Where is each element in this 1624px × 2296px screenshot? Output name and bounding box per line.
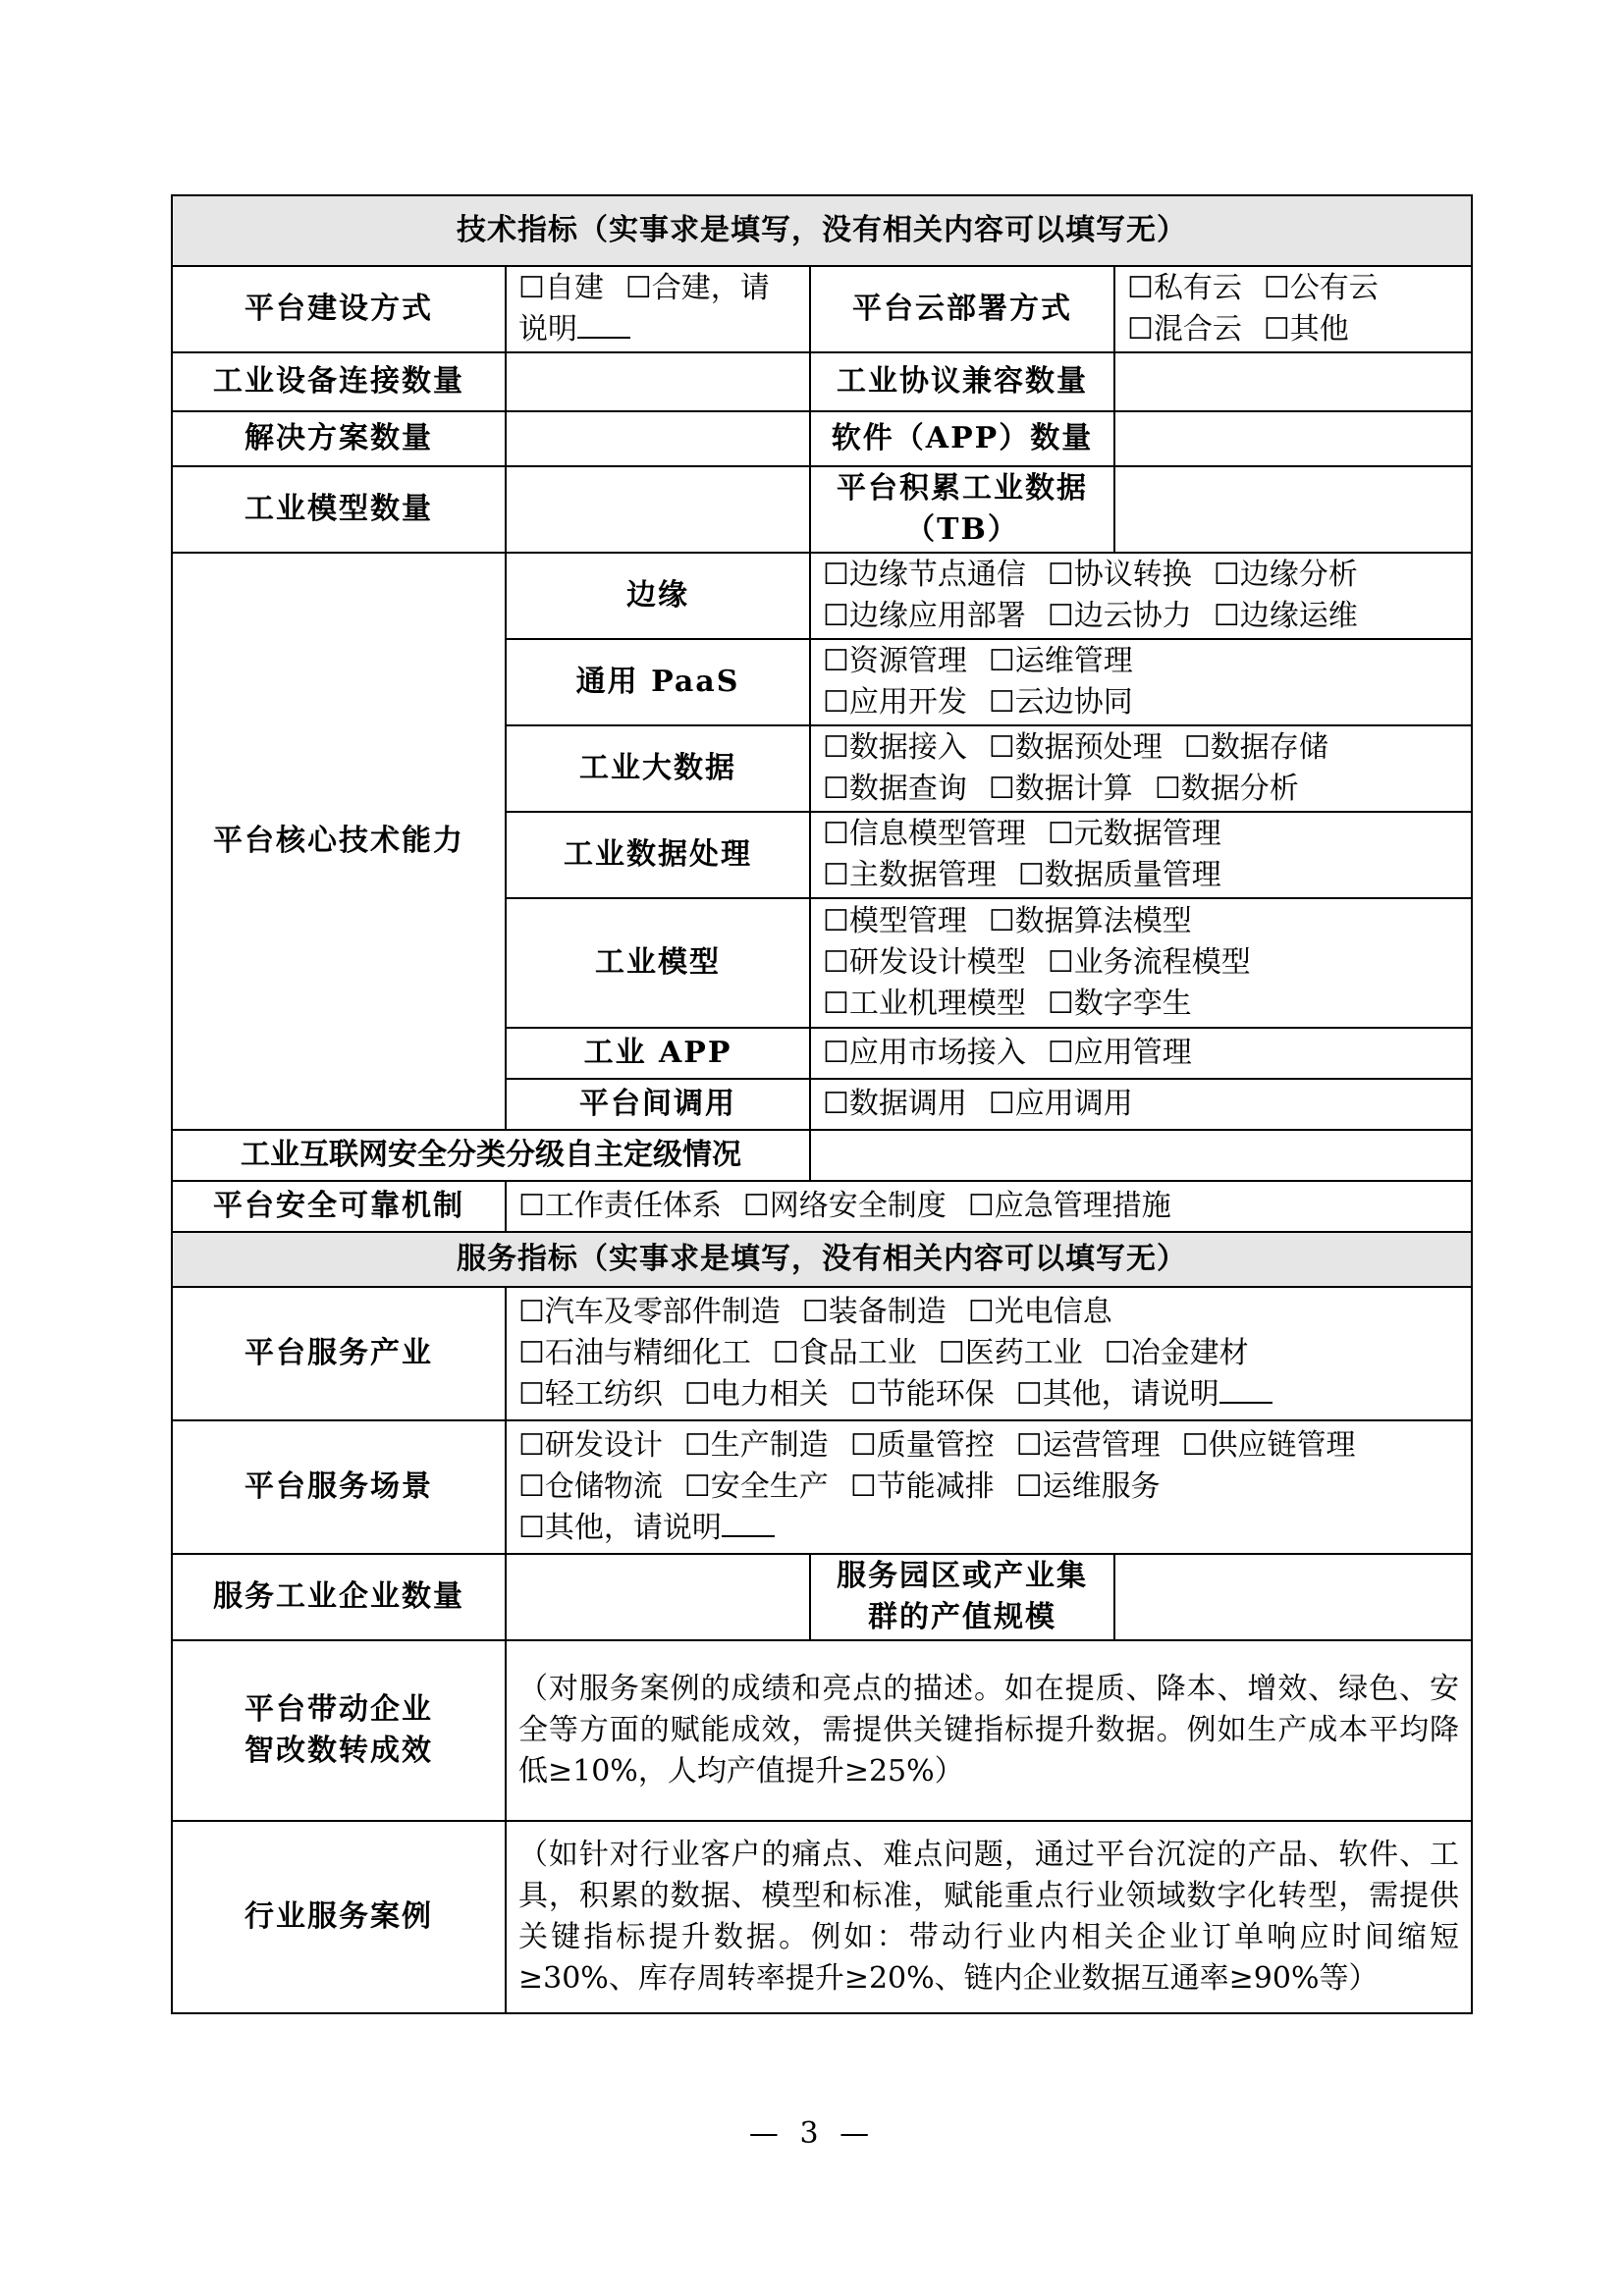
edge-ops-checkbox[interactable]: ☐边缘运维 (1213, 599, 1358, 633)
industry-auto-checkbox[interactable]: ☐汽车及零部件制造 (518, 1295, 781, 1329)
park-output-label: 服务园区或产业集群的产值规模 (810, 1554, 1114, 1640)
solutions-row (172, 411, 1472, 466)
model-label: 工业模型 (506, 898, 810, 1028)
bigdata-compute-checkbox[interactable]: ☐数据计算 (988, 772, 1133, 806)
paas-resource-checkbox[interactable]: ☐资源管理 (823, 644, 967, 678)
edge-deploy-checkbox[interactable]: ☐边缘应用部署 (823, 599, 1026, 633)
build-mode-row (172, 266, 1472, 352)
scene-other-blank[interactable] (722, 1510, 775, 1537)
build-joint-checkbox[interactable]: ☐合建，请说明 (518, 271, 770, 347)
model-process-checkbox[interactable]: ☐业务流程模型 (1047, 945, 1251, 980)
core-capability-label: 平台核心技术能力 (172, 553, 506, 1130)
paas-options (810, 639, 1472, 725)
industry-metallurgy-checkbox[interactable]: ☐冶金建材 (1104, 1336, 1249, 1370)
processing-label: 工业数据处理 (506, 812, 810, 898)
edge-node-checkbox[interactable]: ☐边缘节点通信 (823, 558, 1026, 592)
scene-energy-checkbox[interactable]: ☐节能减排 (849, 1469, 995, 1504)
industry-other-blank[interactable] (1219, 1376, 1272, 1404)
bigdata-options (810, 725, 1472, 812)
model-algorithm-checkbox[interactable]: ☐数据算法模型 (988, 904, 1192, 938)
core-edge-row (172, 553, 1472, 639)
app-label: 工业 APP (506, 1028, 810, 1079)
paas-label: 通用 PaaS (506, 639, 810, 725)
scene-operation-checkbox[interactable]: ☐运营管理 (1015, 1428, 1161, 1463)
industry-power-checkbox[interactable]: ☐电力相关 (683, 1377, 829, 1412)
effect-label: 平台带动企业 智改数转成效 (172, 1640, 506, 1821)
security-level-row (172, 1130, 1472, 1181)
solutions-label: 解决方案数量 (172, 411, 506, 466)
processing-info-model-checkbox[interactable]: ☐信息模型管理 (823, 817, 1026, 851)
industries-options (506, 1287, 1472, 1420)
paas-dev-checkbox[interactable]: ☐应用开发 (823, 685, 967, 720)
model-digital-twin-checkbox[interactable]: ☐数字孪生 (1047, 987, 1192, 1021)
accumulated-data-field[interactable] (1114, 466, 1472, 553)
edge-protocol-checkbox[interactable]: ☐协议转换 (1047, 558, 1192, 592)
software-count-label: 软件（APP）数量 (810, 411, 1114, 466)
industry-other-checkbox[interactable]: ☐其他，请说明 (1015, 1377, 1219, 1412)
scene-maintenance-checkbox[interactable]: ☐运维服务 (1015, 1469, 1161, 1504)
software-count-field[interactable] (1114, 411, 1472, 466)
edge-label: 边缘 (506, 553, 810, 639)
page-number: — 3 — (748, 2116, 876, 2151)
app-mgmt-checkbox[interactable]: ☐应用管理 (1047, 1036, 1192, 1070)
scene-other-checkbox[interactable]: ☐其他，请说明 (518, 1511, 722, 1545)
bigdata-ingest-checkbox[interactable]: ☐数据接入 (823, 730, 967, 765)
security-mech-row (172, 1181, 1472, 1232)
edge-options (810, 553, 1472, 639)
service-section-title: 服务指标（实事求是填写，没有相关内容可以填写无） (172, 1232, 1472, 1287)
invoke-label: 平台间调用 (506, 1079, 810, 1130)
industry-food-checkbox[interactable]: ☐食品工业 (772, 1336, 917, 1370)
invoke-data-checkbox[interactable]: ☐数据调用 (823, 1087, 967, 1121)
model-mgmt-checkbox[interactable]: ☐模型管理 (823, 904, 967, 938)
cloud-deploy-options (1114, 266, 1472, 352)
industries-label: 平台服务产业 (172, 1287, 506, 1420)
scene-warehouse-checkbox[interactable]: ☐仓储物流 (518, 1469, 663, 1504)
build-self-checkbox[interactable]: ☐自建 (518, 271, 604, 305)
processing-metadata-checkbox[interactable]: ☐元数据管理 (1047, 817, 1221, 851)
scenes-label: 平台服务场景 (172, 1420, 506, 1554)
cases-label: 行业服务案例 (172, 1821, 506, 2013)
bigdata-label: 工业大数据 (506, 725, 810, 812)
security-level-label: 工业互联网安全分类分级自主定级情况 (172, 1130, 810, 1181)
scene-quality-checkbox[interactable]: ☐质量管控 (849, 1428, 995, 1463)
cloud-deploy-label: 平台云部署方式 (810, 266, 1114, 352)
model-mechanism-checkbox[interactable]: ☐工业机理模型 (823, 987, 1026, 1021)
industry-petrochem-checkbox[interactable]: ☐石油与精细化工 (518, 1336, 751, 1370)
invoke-app-checkbox[interactable]: ☐应用调用 (988, 1087, 1133, 1121)
enterprises-row (172, 1554, 1472, 1640)
security-responsibility-checkbox[interactable]: ☐工作责任体系 (518, 1189, 722, 1223)
model-rd-checkbox[interactable]: ☐研发设计模型 (823, 945, 1026, 980)
industry-textile-checkbox[interactable]: ☐轻工纺织 (518, 1377, 663, 1412)
app-options (810, 1028, 1472, 1079)
app-market-checkbox[interactable]: ☐应用市场接入 (823, 1036, 1026, 1070)
paas-cloud-edge-checkbox[interactable]: ☐云边协同 (988, 685, 1133, 720)
bigdata-storage-checkbox[interactable]: ☐数据存储 (1183, 730, 1328, 765)
industries-row (172, 1287, 1472, 1420)
scene-supply-chain-checkbox[interactable]: ☐供应链管理 (1181, 1428, 1356, 1463)
scene-production-checkbox[interactable]: ☐生产制造 (683, 1428, 829, 1463)
processing-master-data-checkbox[interactable]: ☐主数据管理 (823, 858, 997, 892)
scenes-row (172, 1420, 1472, 1554)
enterprises-field[interactable] (506, 1554, 810, 1640)
security-mech-label: 平台安全可靠机制 (172, 1181, 506, 1232)
industry-energy-checkbox[interactable]: ☐节能环保 (849, 1377, 995, 1412)
edge-cloud-checkbox[interactable]: ☐边云协力 (1047, 599, 1192, 633)
industry-equipment-checkbox[interactable]: ☐装备制造 (801, 1295, 947, 1329)
security-level-field[interactable] (810, 1130, 1472, 1181)
bigdata-analysis-checkbox[interactable]: ☐数据分析 (1154, 772, 1299, 806)
tech-section-title: 技术指标（实事求是填写，没有相关内容可以填写无） (172, 195, 1472, 266)
model-options (810, 898, 1472, 1028)
effect-note[interactable]: （对服务案例的成绩和亮点的描述。如在提质、降本、增效、绿色、安全等方面的赋能成效，需提供关键指标提升数据。例如生产成本平均降低≥10%，人均产值提升≥25%） (506, 1640, 1472, 1821)
processing-options (810, 812, 1472, 898)
models-field[interactable] (506, 466, 810, 553)
edge-analysis-checkbox[interactable]: ☐边缘分析 (1213, 558, 1358, 592)
cases-row (172, 1821, 1472, 2013)
cloud-public-checkbox[interactable]: ☐公有云 (1263, 271, 1379, 305)
cloud-hybrid-checkbox[interactable]: ☐混合云 (1127, 312, 1242, 347)
cloud-private-checkbox[interactable]: ☐私有云 (1127, 271, 1242, 305)
device-count-row (172, 352, 1472, 411)
models-row (172, 466, 1472, 553)
invoke-options (810, 1079, 1472, 1130)
cloud-other-checkbox[interactable]: ☐其他 (1263, 312, 1349, 347)
scenes-options (506, 1420, 1472, 1554)
effect-row (172, 1640, 1472, 1821)
device-count-label: 工业设备连接数量 (172, 352, 506, 411)
park-output-field[interactable] (1114, 1554, 1472, 1640)
industry-optoelectronic-checkbox[interactable]: ☐光电信息 (967, 1295, 1112, 1329)
accumulated-data-label: 平台积累工业数据 （TB） (810, 466, 1114, 553)
security-policy-checkbox[interactable]: ☐网络安全制度 (742, 1189, 947, 1223)
protocol-count-label: 工业协议兼容数量 (810, 352, 1114, 411)
scene-safety-checkbox[interactable]: ☐安全生产 (683, 1469, 829, 1504)
device-count-field[interactable] (506, 352, 810, 411)
build-mode-options (506, 266, 810, 352)
application-form-table (171, 194, 1473, 2014)
bigdata-preprocess-checkbox[interactable]: ☐数据预处理 (988, 730, 1163, 765)
security-mech-options (506, 1181, 1472, 1232)
security-emergency-checkbox[interactable]: ☐应急管理措施 (967, 1189, 1171, 1223)
build-mode-label: 平台建设方式 (172, 266, 506, 352)
tech-section-header (172, 195, 1472, 266)
processing-quality-checkbox[interactable]: ☐数据质量管理 (1017, 858, 1221, 892)
enterprises-label: 服务工业企业数量 (172, 1554, 506, 1640)
service-section-header (172, 1232, 1472, 1287)
scene-rd-checkbox[interactable]: ☐研发设计 (518, 1428, 663, 1463)
solutions-field[interactable] (506, 411, 810, 466)
bigdata-query-checkbox[interactable]: ☐数据查询 (823, 772, 967, 806)
protocol-count-field[interactable] (1114, 352, 1472, 411)
industry-pharma-checkbox[interactable]: ☐医药工业 (938, 1336, 1083, 1370)
models-label: 工业模型数量 (172, 466, 506, 553)
cases-note[interactable]: （如针对行业客户的痛点、难点问题，通过平台沉淀的产品、软件、工具，积累的数据、模型和标准，赋能重点行业领域数字化转型，需提供关键指标提升数据。例如：带动行业内相关企业订单响应时间缩短≥30%、库存周转率提升≥20%、链内企业数据互通率≥90%等） (506, 1821, 1472, 2013)
build-joint-blank[interactable] (577, 311, 630, 339)
paas-ops-checkbox[interactable]: ☐运维管理 (988, 644, 1133, 678)
